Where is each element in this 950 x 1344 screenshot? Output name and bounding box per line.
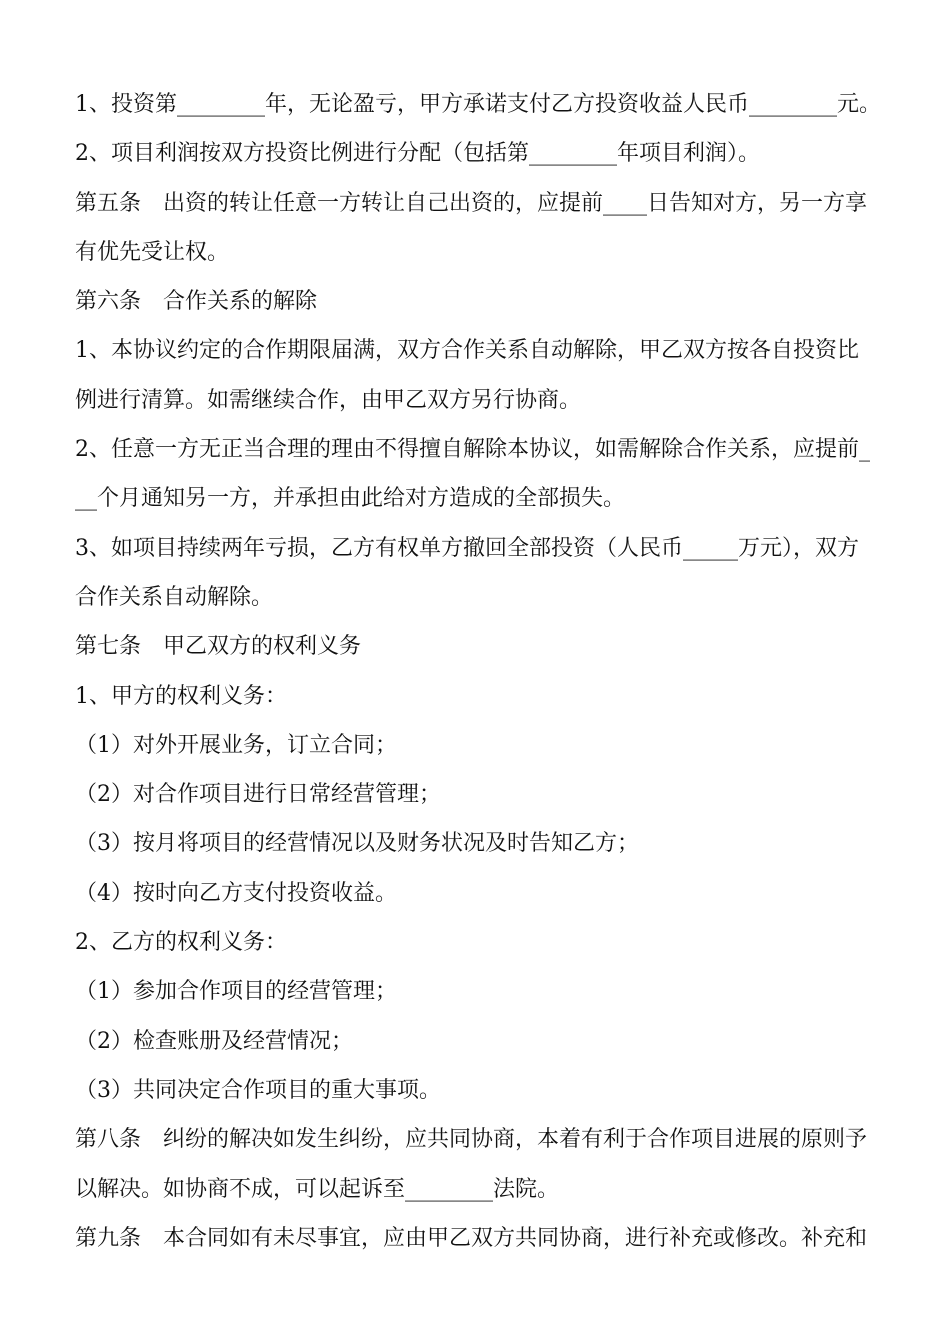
text-line: 1、本协议约定的合作期限届满，双方合作关系自动解除，甲乙双方按各自投资比	[75, 338, 859, 364]
text-line: 有优先受让权。	[75, 239, 230, 265]
article-heading: 第七条 甲乙双方的权利义务	[75, 634, 362, 660]
list-item: （4）按时向乙方支付投资收益。	[75, 880, 397, 906]
text-line: __个月通知另一方，并承担由此给对方造成的全部损失。	[75, 486, 626, 512]
article-heading: 第五条 出资的转让任意一方转让自己出资的，应提前____日告知对方，另一方享	[75, 190, 868, 216]
text-line: 1、甲方的权利义务：	[75, 683, 287, 709]
article-heading: 第八条 纠纷的解决如发生纠纷，应共同协商，本着有利于合作项目进展的原则予	[75, 1127, 868, 1153]
list-item: （2）检查账册及经营情况；	[75, 1028, 353, 1054]
list-item: （1）参加合作项目的经营管理；	[75, 979, 397, 1005]
text-line: 例进行清算。如需继续合作，由甲乙双方另行协商。	[75, 387, 582, 413]
text-line: 2、乙方的权利义务：	[75, 930, 287, 956]
text-line: 合作关系自动解除。	[75, 584, 274, 610]
text-line: 2、项目利润按双方投资比例进行分配（包括第________年项目利润）。	[75, 141, 760, 167]
text-line: 以解决。如协商不成，可以起诉至________法院。	[75, 1176, 560, 1202]
text-line: 1、投资第________年，无论盈亏，甲方承诺支付乙方投资收益人民币________元。	[75, 92, 881, 117]
document-body	[75, 80, 881, 1263]
list-item: （3）共同决定合作项目的重大事项。	[75, 1077, 441, 1103]
article-heading: 第九条 本合同如有未尽事宜，应由甲乙双方共同协商，进行补充或修改。补充和	[75, 1225, 868, 1251]
list-item: （2）对合作项目进行日常经营管理；	[75, 782, 441, 808]
list-item: （3）按月将项目的经营情况以及财务状况及时告知乙方；	[75, 831, 639, 857]
article-heading: 第六条 合作关系的解除	[75, 289, 318, 315]
list-item: （1）对外开展业务，订立合同；	[75, 732, 397, 758]
text-line: 2、任意一方无正当合理的理由不得擅自解除本协议，如需解除合作关系，应提前_	[75, 437, 870, 463]
text-line: 3、如项目持续两年亏损，乙方有权单方撤回全部投资（人民币_____万元），双方	[75, 535, 859, 561]
